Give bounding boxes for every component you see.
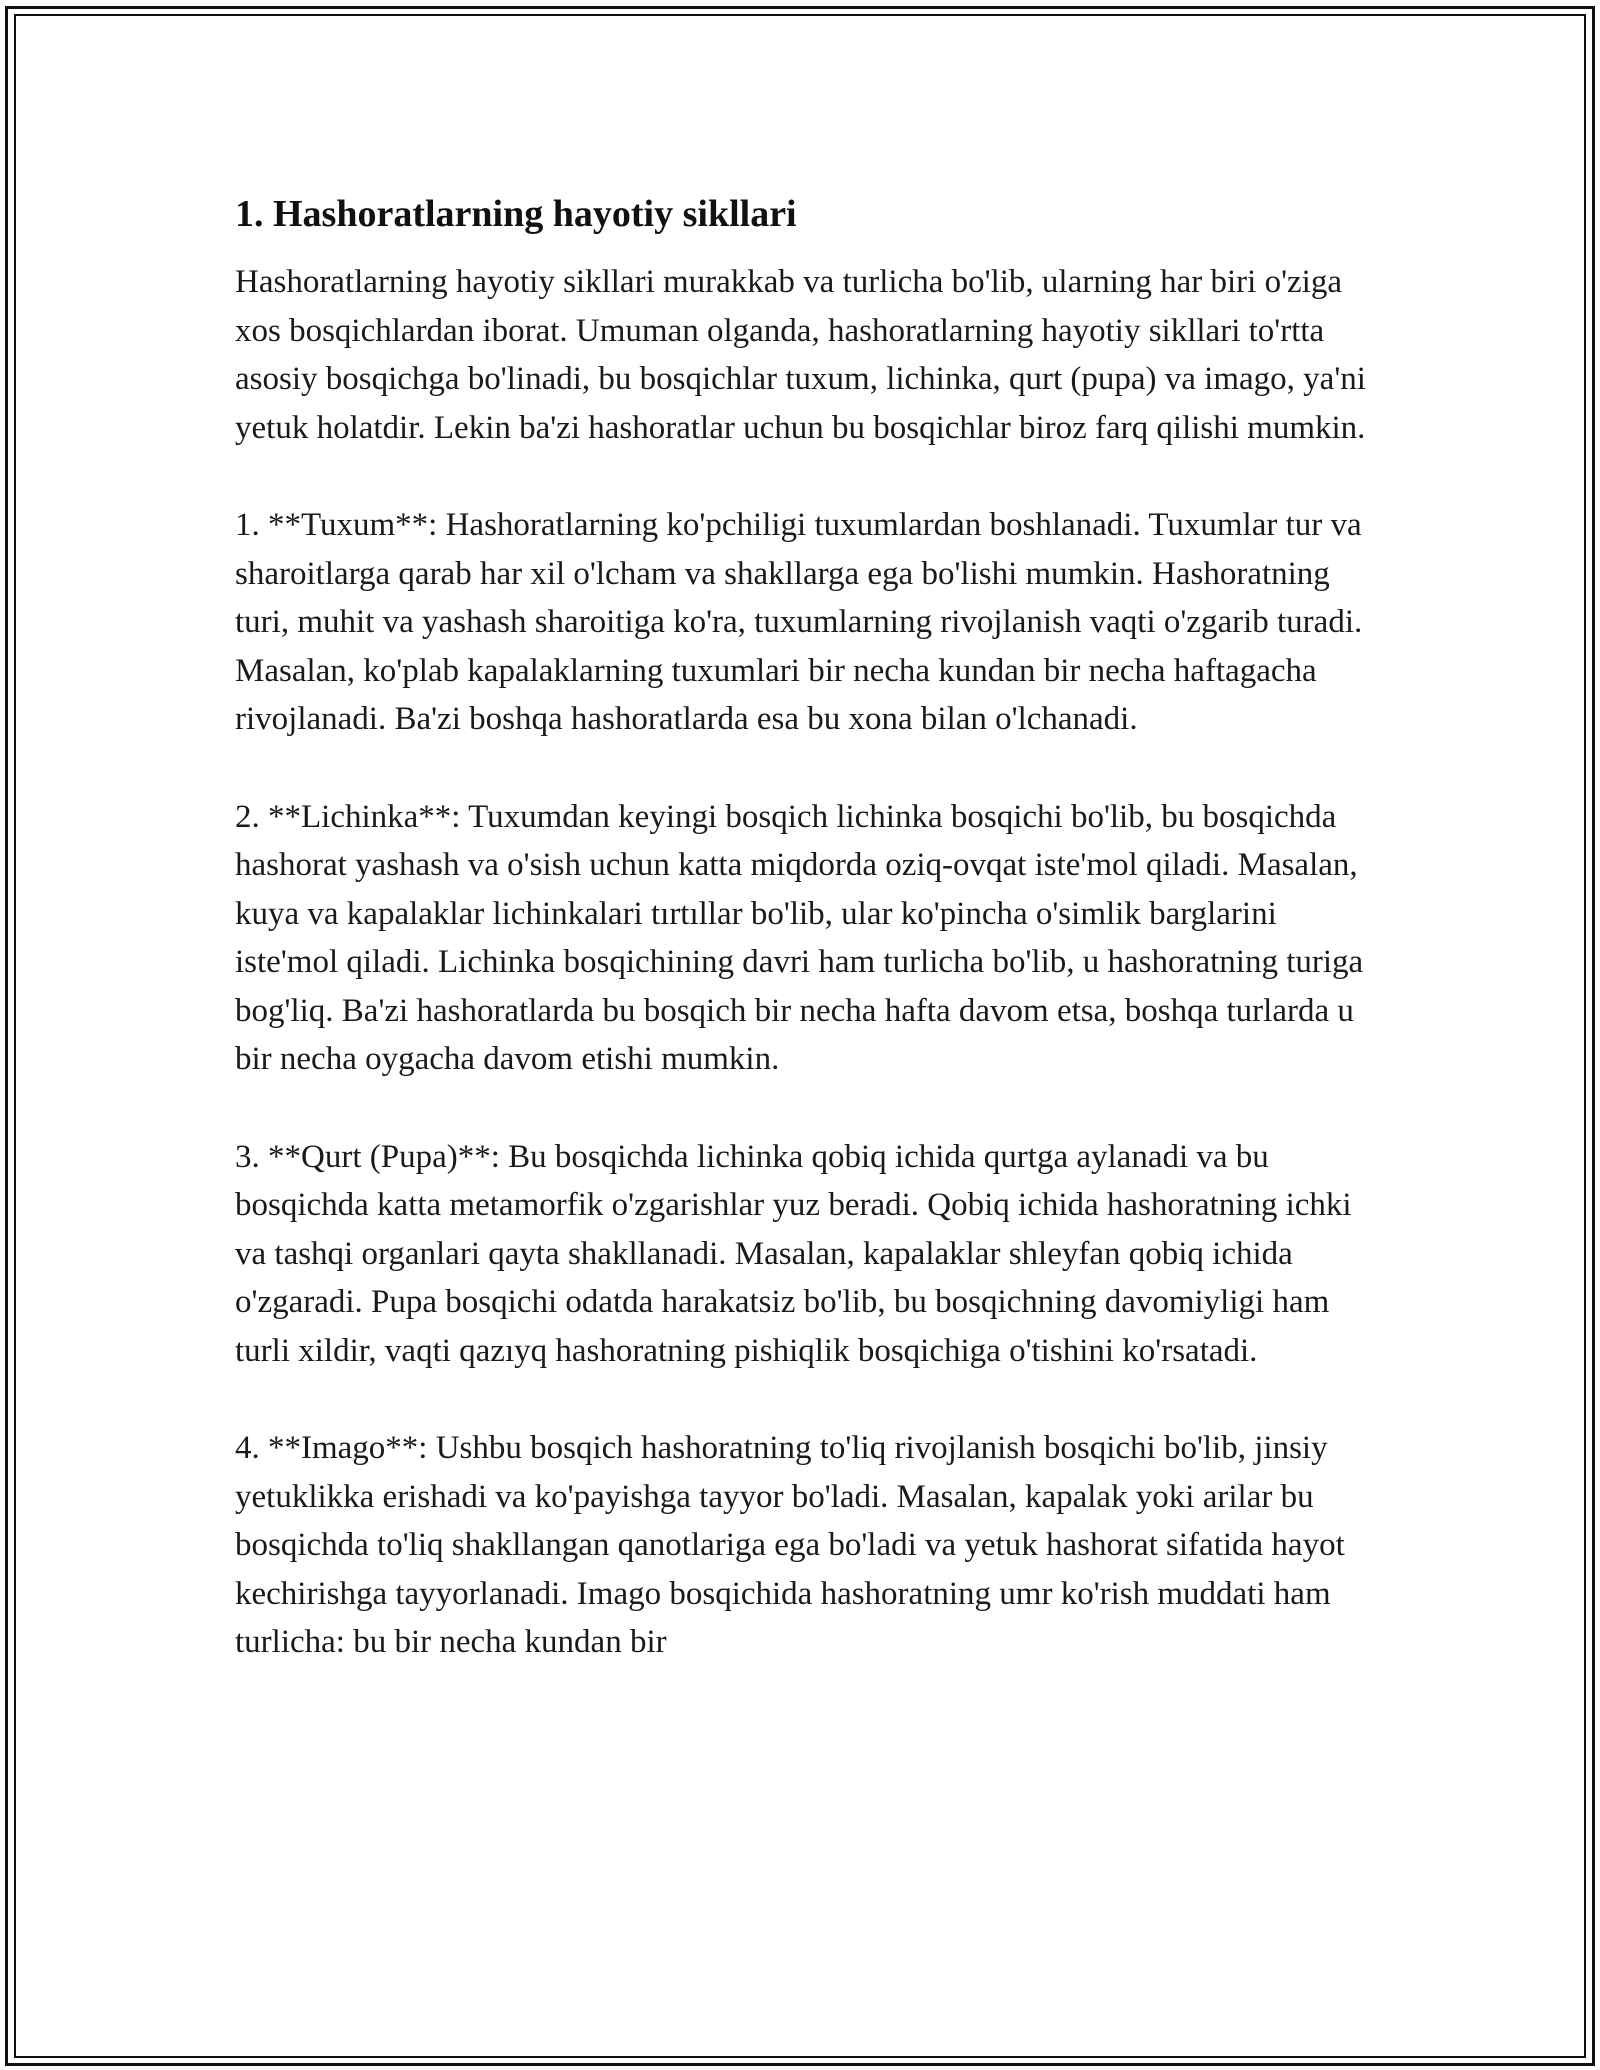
paragraph-tuxum: 1. **Tuxum**: Hashoratlarning ko'pchiligi tuxumlardan boshlanadi. Tuxumlar tur va sharoitlarga qarab har xil o'lcham va shakllarga ega bo'lishi mumkin. Hashoratning turi, muhit va yashash sharoitiga ko'ra, tuxumlarning rivojlanish vaqti o'zgarib turadi. Masalan, ko'plab kapalaklarning tuxumlari bir necha kundan bir necha haftagacha rivojlanadi. Ba'zi boshqa hashoratlarda esa bu xona bilan o'lchanadi. [235,507,1363,737]
paragraph-imago: 4. **Imago**: Ushbu bosqich hashoratning to'liq rivojlanish bosqichi bo'lib, jinsiy yetuklikka erishadi va ko'payishga tayyor bo'ladi. Masalan, kapalak yoki arilar bu bosqichda to'liq shakllangan qanotlariga ega bo'ladi va yetuk hashorat sifatida hayot kechirishga tayyorlanadi. Imago bosqichida hashoratning umr ko'rish muddati ham turlicha: bu bir necha kundan bir [235,1430,1345,1660]
section-heading: 1. Hashoratlarning hayotiy sikllari [235,193,797,235]
intro-paragraph: Hashoratlarning hayotiy sikllari murakkab va turlicha bo'lib, ularning har biri o'ziga xos bosqichlardan iborat. Umuman olganda, hashoratlarning hayotiy sikllari to'rtta asosiy bosqichga bo'linadi, bu bosqichlar tuxum, lichinka, qurt (pupa) va imago, ya'ni yetuk holatdir. Lekin ba'zi hashoratlar uchun bu bosqichlar biroz farq qilishi mumkin. [235,264,1366,446]
paragraph-lichinka: 2. **Lichinka**: Tuxumdan keyingi bosqich lichinka bosqichi bo'lib, bu bosqichda hashorat yashash va o'sish uchun katta miqdorda oziq-ovqat iste'mol qiladi. Masalan, kuya va kapalaklar lichinkalari tırtıllar bo'lib, ular ko'pincha o'simlik barglarini iste'mol qiladi. Lichinka bosqichining davri ham turlicha bo'lib, u hashoratning turiga bog'liq. Ba'zi hashoratlarda bu bosqich bir necha hafta davom etsa, boshqa turlarda u bir necha oygacha davom etishi mumkin. [235,798,1364,1077]
document-body [235,184,1385,1716]
paragraph-qurt: 3. **Qurt (Pupa)**: Bu bosqichda lichinka qobiq ichida qurtga aylanadi va bu bosqichda katta metamorfik o'zgarishlar yuz beradi. Qobiq ichida hashoratning ichki va tashqi organlari qayta shakllanadi. Masalan, kapalaklar shleyfan qobiq ichida o'zgaradi. Pupa bosqichi odatda harakatsiz bo'lib, bu bosqichning davomiyligi ham turli xildir, vaqti qazıyq hashoratning pishiqlik bosqichiga o'tishini ko'rsatadi. [235,1138,1352,1369]
